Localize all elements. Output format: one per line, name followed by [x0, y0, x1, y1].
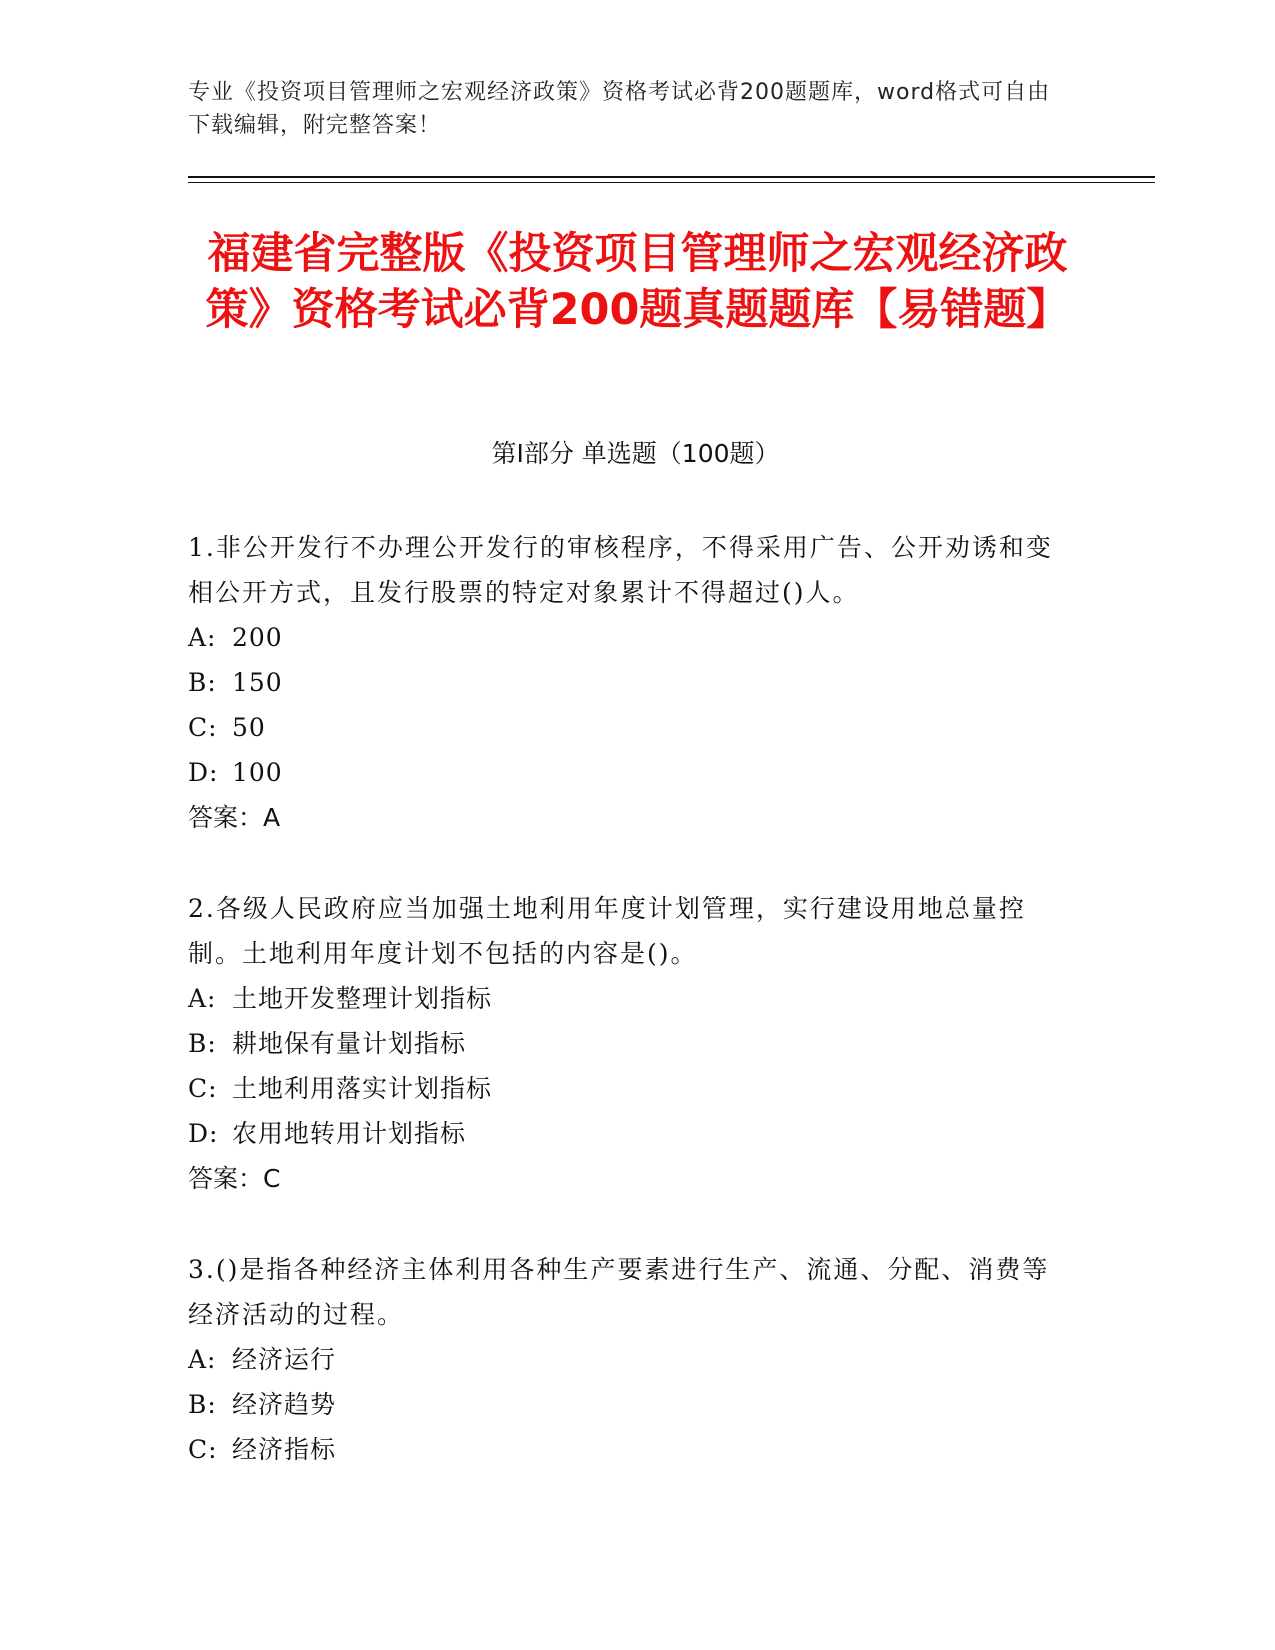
option-text: 50: [232, 713, 266, 742]
option-key: C:: [188, 1074, 218, 1103]
option-key: A:: [188, 984, 217, 1013]
option-text: 农用地转用计划指标: [232, 1119, 467, 1148]
answer-value: C: [263, 1164, 281, 1193]
option-key: B:: [188, 1390, 217, 1419]
option-key: A:: [188, 623, 217, 652]
option-key: D:: [188, 1119, 219, 1148]
option-d: [188, 750, 1068, 795]
answer-line: [188, 1156, 1068, 1201]
option-text: 150: [232, 668, 283, 697]
option-key: C:: [188, 713, 218, 742]
option-text: 土地开发整理计划指标: [232, 984, 493, 1013]
question-1: [188, 525, 1068, 840]
document-title: 福建省完整版《投资项目管理师之宏观经济政策》资格考试必背200题真题题库【易错题】: [205, 229, 1070, 335]
option-key: A:: [188, 1345, 217, 1374]
option-text: 200: [232, 623, 283, 652]
option-key: B:: [188, 1029, 217, 1058]
option-a: [188, 1337, 1068, 1382]
question-stem: 3.()是指各种经济主体利用各种生产要素进行生产、流通、分配、消费等经济活动的过程。: [188, 1255, 1050, 1329]
option-key: C:: [188, 1435, 218, 1464]
question-3: [188, 1247, 1068, 1472]
option-text: 耕地保有量计划指标: [232, 1029, 467, 1058]
header-note: 专业《投资项目管理师之宏观经济政策》资格考试必背200题题库，word格式可自由下载编辑，附完整答案！: [188, 80, 1051, 138]
answer-value: A: [263, 803, 281, 832]
option-c: [188, 1427, 1068, 1472]
answer-line: [188, 795, 1068, 840]
option-key: B:: [188, 668, 217, 697]
answer-label: 答案：: [188, 803, 264, 832]
option-a: [188, 615, 1068, 660]
option-text: 经济运行: [232, 1345, 337, 1374]
option-text: 经济趋势: [232, 1390, 337, 1419]
question-stem: 2.各级人民政府应当加强土地利用年度计划管理，实行建设用地总量控制。土地利用年度计划不包括的内容是()。: [188, 894, 1026, 968]
option-b: [188, 660, 1068, 705]
option-d: [188, 1111, 1068, 1156]
question-stem: 1.非公开发行不办理公开发行的审核程序，不得采用广告、公开劝诱和变相公开方式，且发行股票的特定对象累计不得超过()人。: [188, 533, 1053, 607]
option-c: [188, 705, 1068, 750]
option-text: 经济指标: [232, 1435, 337, 1464]
section-heading: 第I部分 单选题（100题）: [491, 439, 780, 468]
question-2: [188, 886, 1068, 1201]
answer-label: 答案：: [188, 1164, 264, 1193]
option-text: 土地利用落实计划指标: [232, 1074, 493, 1103]
header-divider-thin: [188, 182, 1155, 183]
option-b: [188, 1021, 1068, 1066]
header-divider-thick: [188, 176, 1155, 178]
option-a: [188, 976, 1068, 1021]
option-c: [188, 1066, 1068, 1111]
option-key: D:: [188, 758, 219, 787]
option-text: 100: [232, 758, 283, 787]
option-b: [188, 1382, 1068, 1427]
